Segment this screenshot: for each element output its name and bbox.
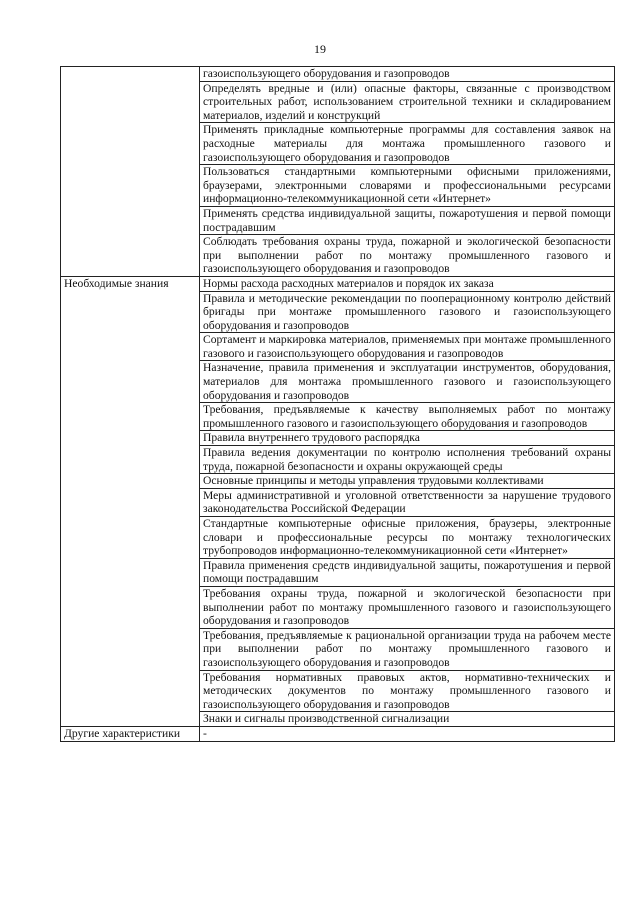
table-row: [61, 276, 615, 291]
page-number: 19: [314, 42, 326, 56]
table-row: [61, 726, 615, 741]
requirement-item: Пользоваться стандартными компьютерными офисными приложениями, браузерами, электронными словарями и профессиональными ресурсами информационно-телекоммуникационной сети «Интернет»: [200, 165, 615, 207]
section-label: Необходимые знания: [61, 276, 200, 726]
requirement-item: Нормы расхода расходных материалов и порядок их заказа: [200, 276, 615, 291]
requirement-item: Соблюдать требования охраны труда, пожарной и экологической безопасности при выполнении работ по монтажу промышленного газового и газоиспользующего оборудования и газопроводов: [200, 235, 615, 277]
table-row: [61, 67, 615, 82]
requirements-table: [60, 66, 615, 742]
requirement-item: Определять вредные и (или) опасные факторы, связанные с производством строительных работ, использованием строительной техники и складированием материалов, изделий и конструкций: [200, 81, 615, 123]
table-body: [61, 67, 615, 742]
requirement-item: Требования охраны труда, пожарной и экологической безопасности при выполнении работ по монтажу промышленного газового и газоиспользующего оборудования и газопроводов: [200, 586, 615, 628]
requirement-item: Знаки и сигналы производственной сигнализации: [200, 712, 615, 727]
requirement-item: Применять средства индивидуальной защиты, пожаротушения и первой помощи пострадавшим: [200, 206, 615, 234]
requirement-item: -: [200, 726, 615, 741]
section-label: Другие характеристики: [61, 726, 200, 741]
section-label: [61, 67, 200, 277]
requirement-item: Правила и методические рекомендации по пооперационному контролю действий бригады при монтаже промышленного газового и газоиспользующего оборудования и газопроводов: [200, 291, 615, 333]
requirement-item: Сортамент и маркировка материалов, применяемых при монтаже промышленного газового и газоиспользующего оборудования и газопроводов: [200, 333, 615, 361]
requirement-item: Назначение, правила применения и эксплуатации инструментов, оборудования, материалов для монтажа промышленного газового и газоиспользующего оборудования и газопроводов: [200, 361, 615, 403]
requirement-item: Требования нормативных правовых актов, нормативно-технических и методических документов по монтажу промышленного газового и газоиспользующего оборудования и газопроводов: [200, 670, 615, 712]
requirement-item: газоиспользующего оборудования и газопроводов: [200, 67, 615, 82]
requirement-item: Основные принципы и методы управления трудовыми коллективами: [200, 474, 615, 489]
requirement-item: Требования, предъявляемые к рациональной организации труда на рабочем месте при выполнении работ по монтажу промышленного газового и газоиспользующего оборудования и газопроводов: [200, 628, 615, 670]
requirement-item: Правила внутреннего трудового распорядка: [200, 431, 615, 446]
requirement-item: Требования, предъявляемые к качеству выполняемых работ по монтажу промышленного газового и газоиспользующего оборудования и газопроводов: [200, 403, 615, 431]
requirement-item: Правила ведения документации по контролю исполнения требований охраны труда, пожарной безопасности и охраны окружающей среды: [200, 446, 615, 474]
requirement-item: Меры административной и уголовной ответственности за нарушение трудового законодательства Российской Федерации: [200, 488, 615, 516]
requirement-item: Стандартные компьютерные офисные приложения, браузеры, электронные словари и профессиональные ресурсы по монтажу технологических трубопроводов информационно-телекоммуникационной сети «Интернет»: [200, 517, 615, 559]
requirement-item: Правила применения средств индивидуальной защиты, пожаротушения и первой помощи пострадавшим: [200, 558, 615, 586]
requirement-item: Применять прикладные компьютерные программы для составления заявок на расходные материалы для монтажа промышленного газового и газоиспользующего оборудования и газопроводов: [200, 123, 615, 165]
